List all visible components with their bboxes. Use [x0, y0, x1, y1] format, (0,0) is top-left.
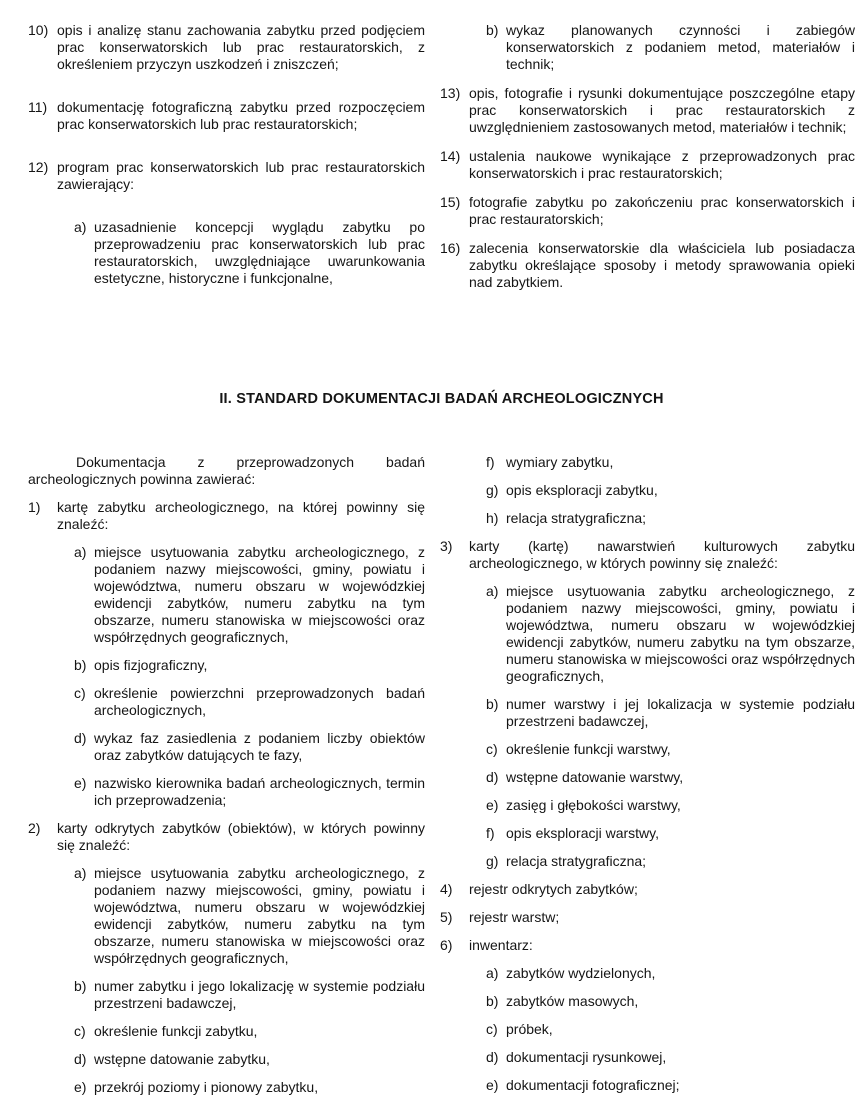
item-number: d) — [74, 1051, 87, 1067]
list-item — [28, 978, 425, 1012]
item-number: 10) — [28, 22, 49, 38]
item-number: 1) — [28, 499, 41, 515]
item-number: d) — [74, 730, 87, 746]
item-text: wykaz faz zasiedlenia z podaniem liczby obiektów oraz zabytków datujących te fazy, — [94, 730, 425, 763]
item-text: opis eksploracji warstwy, — [506, 825, 660, 841]
item-text: karty odkrytych zabytków (obiektów), w których powinny się znaleźć: — [57, 820, 425, 853]
item-text: przekrój poziomy i pionowy zabytku, — [94, 1079, 319, 1095]
item-text: określenie funkcji warstwy, — [506, 741, 671, 757]
item-number: 6) — [440, 937, 453, 953]
item-text: miejsce usytuowania zabytku archeologicznego, z podaniem nazwy miejscowości, gminy, powiatu i województwa, numeru obszaru w wojewódzkiej ewidencji zabytków, numeru zabytku na tym obszarze, numeru stanowiska w miejscowości oraz współrzędnych geograficznych, — [506, 583, 855, 684]
item-text: określenie powierzchni przeprowadzonych badań archeologicznych, — [94, 685, 425, 718]
list-item — [28, 544, 425, 646]
item-number: 16) — [440, 240, 461, 256]
item-number: c) — [74, 1023, 86, 1039]
item-number: c) — [486, 741, 498, 757]
item-text: rejestr odkrytych zabytków; — [469, 881, 638, 897]
item-text: fotografie zabytku po zakończeniu prac konserwatorskich i prac restauratorskich; — [469, 194, 855, 227]
list-item — [28, 730, 425, 764]
list-item — [440, 194, 855, 228]
list-item — [440, 797, 855, 814]
item-number: 15) — [440, 194, 461, 210]
list-item — [28, 99, 425, 133]
item-number: f) — [486, 454, 495, 470]
item-text: dokumentacji rysunkowej, — [506, 1049, 667, 1065]
list-item — [440, 1049, 855, 1066]
item-text: opis i analizę stanu zachowania zabytku przed podjęciem prac konserwatorskich lub prac restauratorskich, z określeniem przyczyn uszkodzeń i zniszczeń; — [57, 22, 425, 72]
top-right-column — [440, 22, 855, 303]
item-number: b) — [486, 22, 499, 38]
list-item — [440, 965, 855, 982]
item-text: dokumentację fotograficzną zabytku przed rozpoczęciem prac konserwatorskich lub prac restauratorskich; — [57, 99, 425, 132]
item-text: opis fizjograficzny, — [94, 657, 208, 673]
list-item — [28, 1023, 425, 1040]
list-item — [28, 499, 425, 533]
item-text: nazwisko kierownika badań archeologicznych, termin ich przeprowadzenia; — [94, 775, 425, 808]
item-number: e) — [486, 797, 499, 813]
list-item — [440, 696, 855, 730]
item-number: a) — [74, 865, 87, 881]
item-number: 4) — [440, 881, 453, 897]
list-item — [28, 1051, 425, 1068]
item-number: 12) — [28, 159, 49, 175]
item-number: b) — [74, 657, 87, 673]
item-text: relacja stratygraficzna; — [506, 510, 647, 526]
item-text: numer zabytku i jego lokalizację w systemie podziału przestrzeni badawczej, — [94, 978, 425, 1011]
item-text: opis, fotografie i rysunki dokumentujące poszczególne etapy prac konserwatorskich i prac restauratorskich z uwzględnieniem zastosowanych metod, materiałów i technik; — [469, 85, 855, 135]
item-number: 5) — [440, 909, 453, 925]
item-number: b) — [74, 978, 87, 994]
item-number: 13) — [440, 85, 461, 101]
list-item — [28, 865, 425, 967]
item-text: miejsce usytuowania zabytku archeologicznego, z podaniem nazwy miejscowości, gminy, powiatu i województwa, numeru obszaru w wojewódzkiej ewidencji zabytków, numeru zabytku na tym obszarze, numeru stanowiska w miejscowości oraz współrzędnych geograficznych, — [94, 865, 425, 966]
item-text: zabytków masowych, — [506, 993, 639, 1009]
item-text: dokumentacji fotograficznej; — [506, 1077, 680, 1093]
list-item — [28, 657, 425, 674]
section2-left-column — [28, 454, 425, 1107]
item-text: wykaz planowanych czynności i zabiegów konserwatorskich z podaniem metod, materiałów i technik; — [506, 22, 855, 72]
item-number: b) — [486, 993, 499, 1009]
item-number: 3) — [440, 538, 453, 554]
list-item — [440, 148, 855, 182]
item-number: e) — [486, 1077, 499, 1093]
item-number: c) — [74, 685, 86, 701]
item-number: 2) — [28, 820, 41, 836]
list-item — [28, 22, 425, 73]
item-text: relacja stratygraficzna; — [506, 853, 647, 869]
list-item — [440, 482, 855, 499]
list-item — [28, 685, 425, 719]
item-text: opis eksploracji zabytku, — [506, 482, 658, 498]
list-item — [440, 993, 855, 1010]
item-number: a) — [486, 583, 499, 599]
top-two-column-block — [28, 22, 855, 303]
item-number: c) — [486, 1021, 498, 1037]
list-item — [440, 769, 855, 786]
item-text: kartę zabytku archeologicznego, na której powinny się znaleźć: — [57, 499, 425, 532]
item-text: karty (kartę) nawarstwień kulturowych zabytku archeologicznego, w których powinny się znaleźć: — [469, 538, 855, 571]
item-number: h) — [486, 510, 499, 526]
item-number: e) — [74, 775, 87, 791]
item-number: g) — [486, 853, 499, 869]
section2-intro-paragraph: Dokumentacja z przeprowadzonych badań archeologicznych powinna zawierać: — [28, 454, 425, 487]
list-item — [440, 454, 855, 471]
item-text: zalecenia konserwatorskie dla właściciela lub posiadacza zabytku określające sposoby i metody sprawowania opieki nad zabytkiem. — [469, 240, 855, 290]
item-text: wymiary zabytku, — [506, 454, 614, 470]
item-text: zasięg i głębokości warstwy, — [506, 797, 681, 813]
list-item — [28, 1079, 425, 1096]
list-item — [440, 583, 855, 685]
item-number: b) — [486, 696, 499, 712]
list-item — [440, 937, 855, 954]
list-item — [440, 881, 855, 898]
section2-right-column — [440, 454, 855, 1105]
list-item — [440, 510, 855, 527]
item-number: e) — [74, 1079, 87, 1095]
list-item — [440, 741, 855, 758]
item-number: 11) — [28, 99, 48, 115]
item-number: a) — [74, 219, 87, 235]
section2-left-list — [28, 499, 425, 1096]
top-left-column — [28, 22, 425, 301]
item-text: zabytków wydzielonych, — [506, 965, 656, 981]
list-item — [440, 1077, 855, 1094]
item-number: 14) — [440, 148, 461, 164]
item-text: wstępne datowanie zabytku, — [94, 1051, 270, 1067]
list-item — [28, 820, 425, 854]
item-number: a) — [486, 965, 499, 981]
item-number: g) — [486, 482, 499, 498]
item-text: numer warstwy i jej lokalizacja w systemie podziału przestrzeni badawczej, — [506, 696, 855, 729]
item-text: uzasadnienie koncepcji wyglądu zabytku po przeprowadzeniu prac konserwatorskich lub prac restauratorskich, uwzględniające uwarunkowania estetyczne, historyczne i funkcjonalne, — [94, 219, 425, 286]
list-item — [440, 240, 855, 291]
list-item — [28, 159, 425, 193]
section2-two-column-block — [28, 454, 855, 1107]
item-number: d) — [486, 769, 499, 785]
list-item — [440, 538, 855, 572]
list-item — [28, 775, 425, 809]
list-item — [440, 1021, 855, 1038]
list-item — [440, 85, 855, 136]
item-text: określenie funkcji zabytku, — [94, 1023, 258, 1039]
item-number: f) — [486, 825, 495, 841]
list-item — [440, 825, 855, 842]
item-text: próbek, — [506, 1021, 553, 1037]
item-text: wstępne datowanie warstwy, — [506, 769, 684, 785]
item-text: program prac konserwatorskich lub prac restauratorskich zawierający: — [57, 159, 425, 192]
item-text: ustalenia naukowe wynikające z przeprowadzonych prac konserwatorskich i prac restauratorskich; — [469, 148, 855, 181]
item-text: inwentarz: — [469, 937, 533, 953]
item-text: miejsce usytuowania zabytku archeologicznego, z podaniem nazwy miejscowości, gminy, powiatu i województwa, numeru obszaru w wojewódzkiej ewidencji zabytków, numeru zabytku na tym obszarze, numeru stanowiska w miejscowości oraz współrzędnych geograficznych, — [94, 544, 425, 645]
list-item — [440, 909, 855, 926]
item-text: rejestr warstw; — [469, 909, 560, 925]
item-number: d) — [486, 1049, 499, 1065]
section-heading: II. STANDARD DOKUMENTACJI BADAŃ ARCHEOLOGICZNYCH — [219, 391, 664, 407]
list-item — [440, 22, 855, 73]
list-item — [28, 219, 425, 287]
item-number: a) — [74, 544, 87, 560]
list-item — [440, 853, 855, 870]
